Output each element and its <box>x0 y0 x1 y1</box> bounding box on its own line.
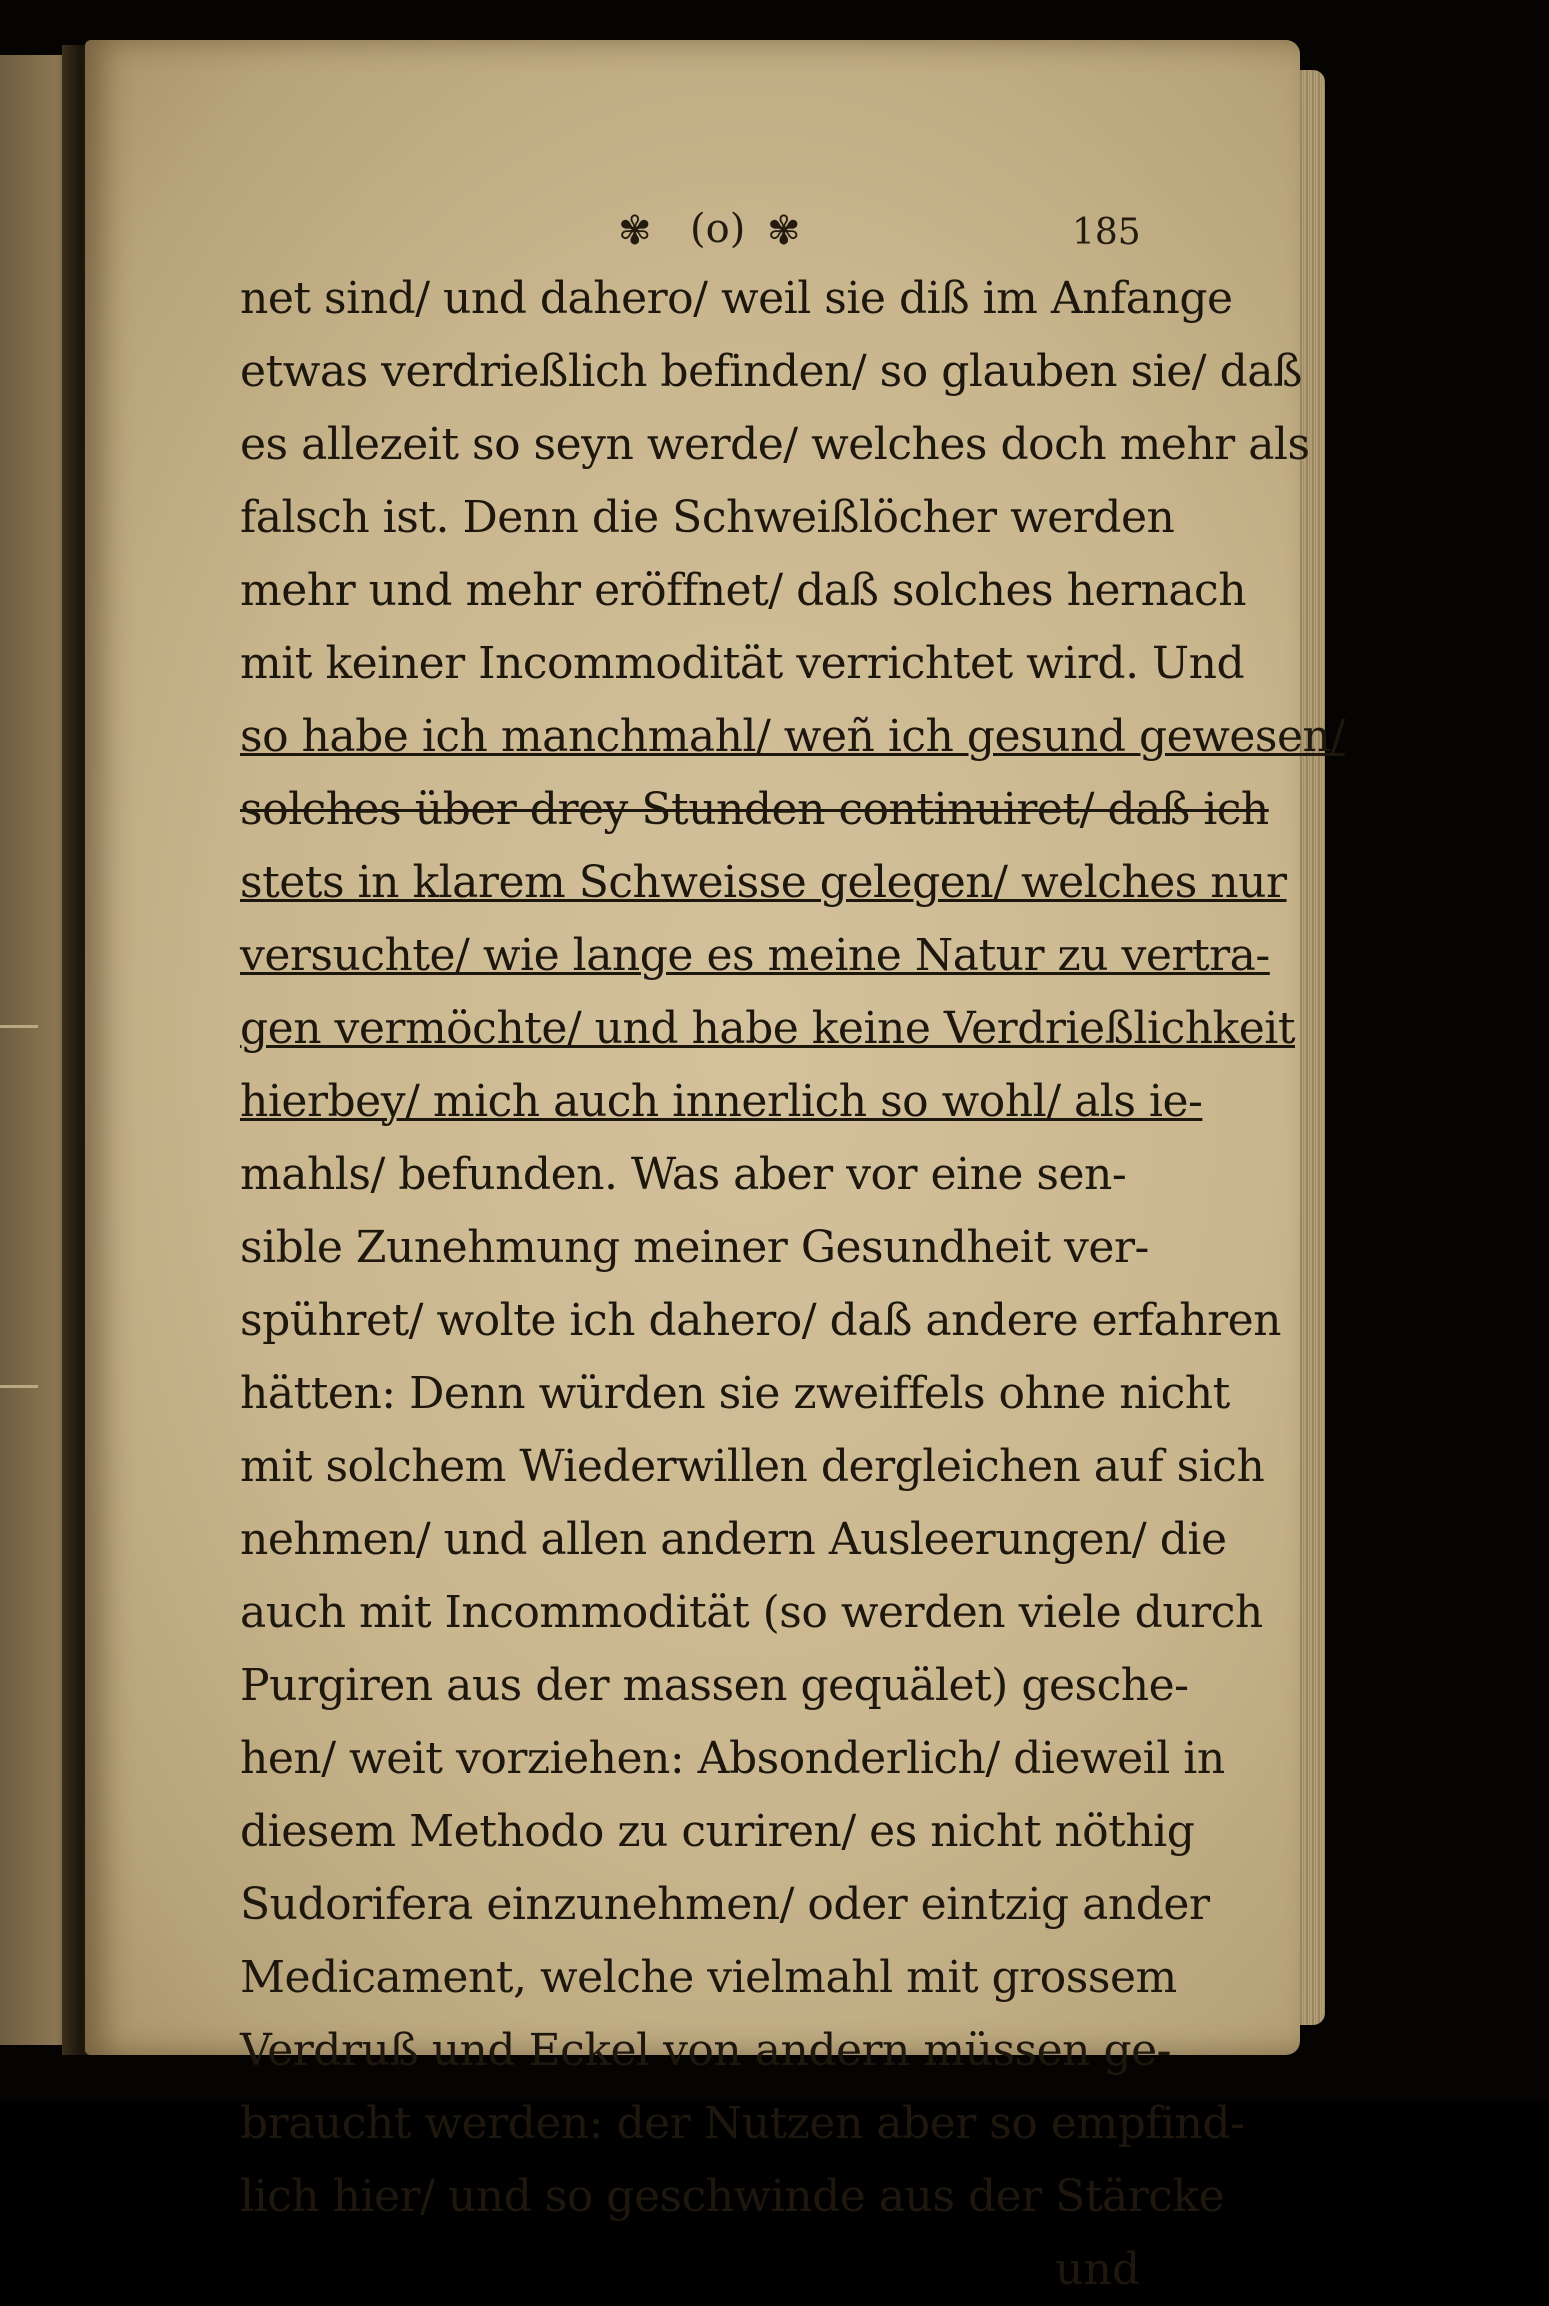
text-line <box>240 1868 1210 1941</box>
text-line-content: mit keiner Incommodität verrichtet wird. Und <box>240 638 1245 689</box>
margin-tick <box>0 1385 38 1388</box>
text-line-content: gen vermöchte/ und habe keine Verdrießlichkeit <box>240 1003 1295 1054</box>
text-line <box>240 1357 1230 1430</box>
text-line-content: spühret/ wolte ich dahero/ daß andere erfahren <box>240 1295 1282 1346</box>
text-line <box>240 1503 1227 1576</box>
catchword: und <box>1055 2244 1140 2295</box>
text-line <box>240 1065 1203 1138</box>
text-line <box>240 1138 1150 1211</box>
text-block <box>240 200 1345 2306</box>
text-line-content: auch mit Incommodität (so werden viele durch <box>240 1587 1263 1638</box>
text-line <box>240 481 1175 554</box>
margin-tick <box>0 1025 38 1028</box>
text-line <box>240 1722 1225 1795</box>
text-line <box>240 554 1247 627</box>
running-head <box>240 200 1150 262</box>
text-line-content: net sind/ und dahero/ weil sie diß im Anfange <box>240 273 1233 324</box>
page-number: 185 <box>1072 212 1141 253</box>
text-line-content: Verdruß und Eckel von andern müssen ge- <box>240 2025 1172 2076</box>
ornament-icon: ✾ <box>767 208 801 254</box>
text-line <box>240 627 1245 700</box>
text-line-content: Sudorifera einzunehmen/ oder eintzig ander <box>240 1879 1210 1930</box>
text-line-content: mahls/ befunden. Was aber vor eine sen- <box>240 1149 1127 1200</box>
running-head-mark: (o) <box>690 206 746 252</box>
text-line-content: versuchte/ wie lange es meine Natur zu vertra- <box>240 930 1270 981</box>
text-line-content: etwas verdrießlich befinden/ so glauben sie/ daß <box>240 346 1302 397</box>
text-line-content: Medicament, welche vielmahl mit grossem <box>240 1952 1177 2003</box>
text-line <box>240 2014 1172 2087</box>
body-text <box>240 262 1345 2233</box>
text-line-content: braucht werden: der Nutzen aber so empfind- <box>240 2098 1245 2149</box>
text-line-content: hen/ weit vorziehen: Absonderlich/ dieweil in <box>240 1733 1225 1784</box>
text-line-content: so habe ich manchmahl/ weñ ich gesund gewesen/ <box>240 711 1345 762</box>
book-page <box>85 40 1345 2295</box>
text-line-content: hierbey/ mich auch innerlich so wohl/ als ie- <box>240 1076 1203 1127</box>
text-line-content: es allezeit so seyn werde/ welches doch mehr als <box>240 419 1310 470</box>
text-line <box>240 700 1345 773</box>
text-line <box>240 335 1302 408</box>
text-line-content: diesem Methodo zu curiren/ es nicht nöthig <box>240 1806 1195 1857</box>
text-line <box>240 2087 1245 2160</box>
text-line <box>240 773 1269 846</box>
text-line <box>240 1795 1195 1868</box>
text-line-content: hätten: Denn würden sie zweiffels ohne nicht <box>240 1368 1230 1419</box>
text-line-content: stets in klarem Schweisse gelegen/ welches nur <box>240 857 1287 908</box>
text-line <box>240 1211 1150 1284</box>
text-line <box>240 1284 1282 1357</box>
text-line <box>240 2160 1225 2233</box>
text-line <box>240 919 1270 992</box>
text-line-content: sible Zunehmung meiner Gesundheit ver- <box>240 1222 1149 1273</box>
text-line <box>240 1576 1263 1649</box>
text-line <box>240 846 1287 919</box>
text-line-content: nehmen/ und allen andern Ausleerungen/ die <box>240 1514 1227 1565</box>
text-line-content: lich hier/ und so geschwinde aus der Stärcke <box>240 2171 1225 2222</box>
text-line <box>240 262 1233 335</box>
text-line-content: falsch ist. Denn die Schweißlöcher werden <box>240 492 1175 543</box>
text-line-content: solches über drey Stunden continuiret/ daß ich <box>240 784 1269 835</box>
text-line <box>240 408 1310 481</box>
text-line <box>240 1941 1177 2014</box>
text-line <box>240 1649 1189 1722</box>
text-line <box>240 992 1295 1065</box>
text-line <box>240 1430 1265 1503</box>
text-line-content: mehr und mehr eröffnet/ daß solches hernach <box>240 565 1247 616</box>
text-line-content: mit solchem Wiederwillen dergleichen auf sich <box>240 1441 1265 1492</box>
ornament-icon: ✾ <box>618 208 652 254</box>
text-line-content: Purgiren aus der massen gequälet) gesche- <box>240 1660 1189 1711</box>
